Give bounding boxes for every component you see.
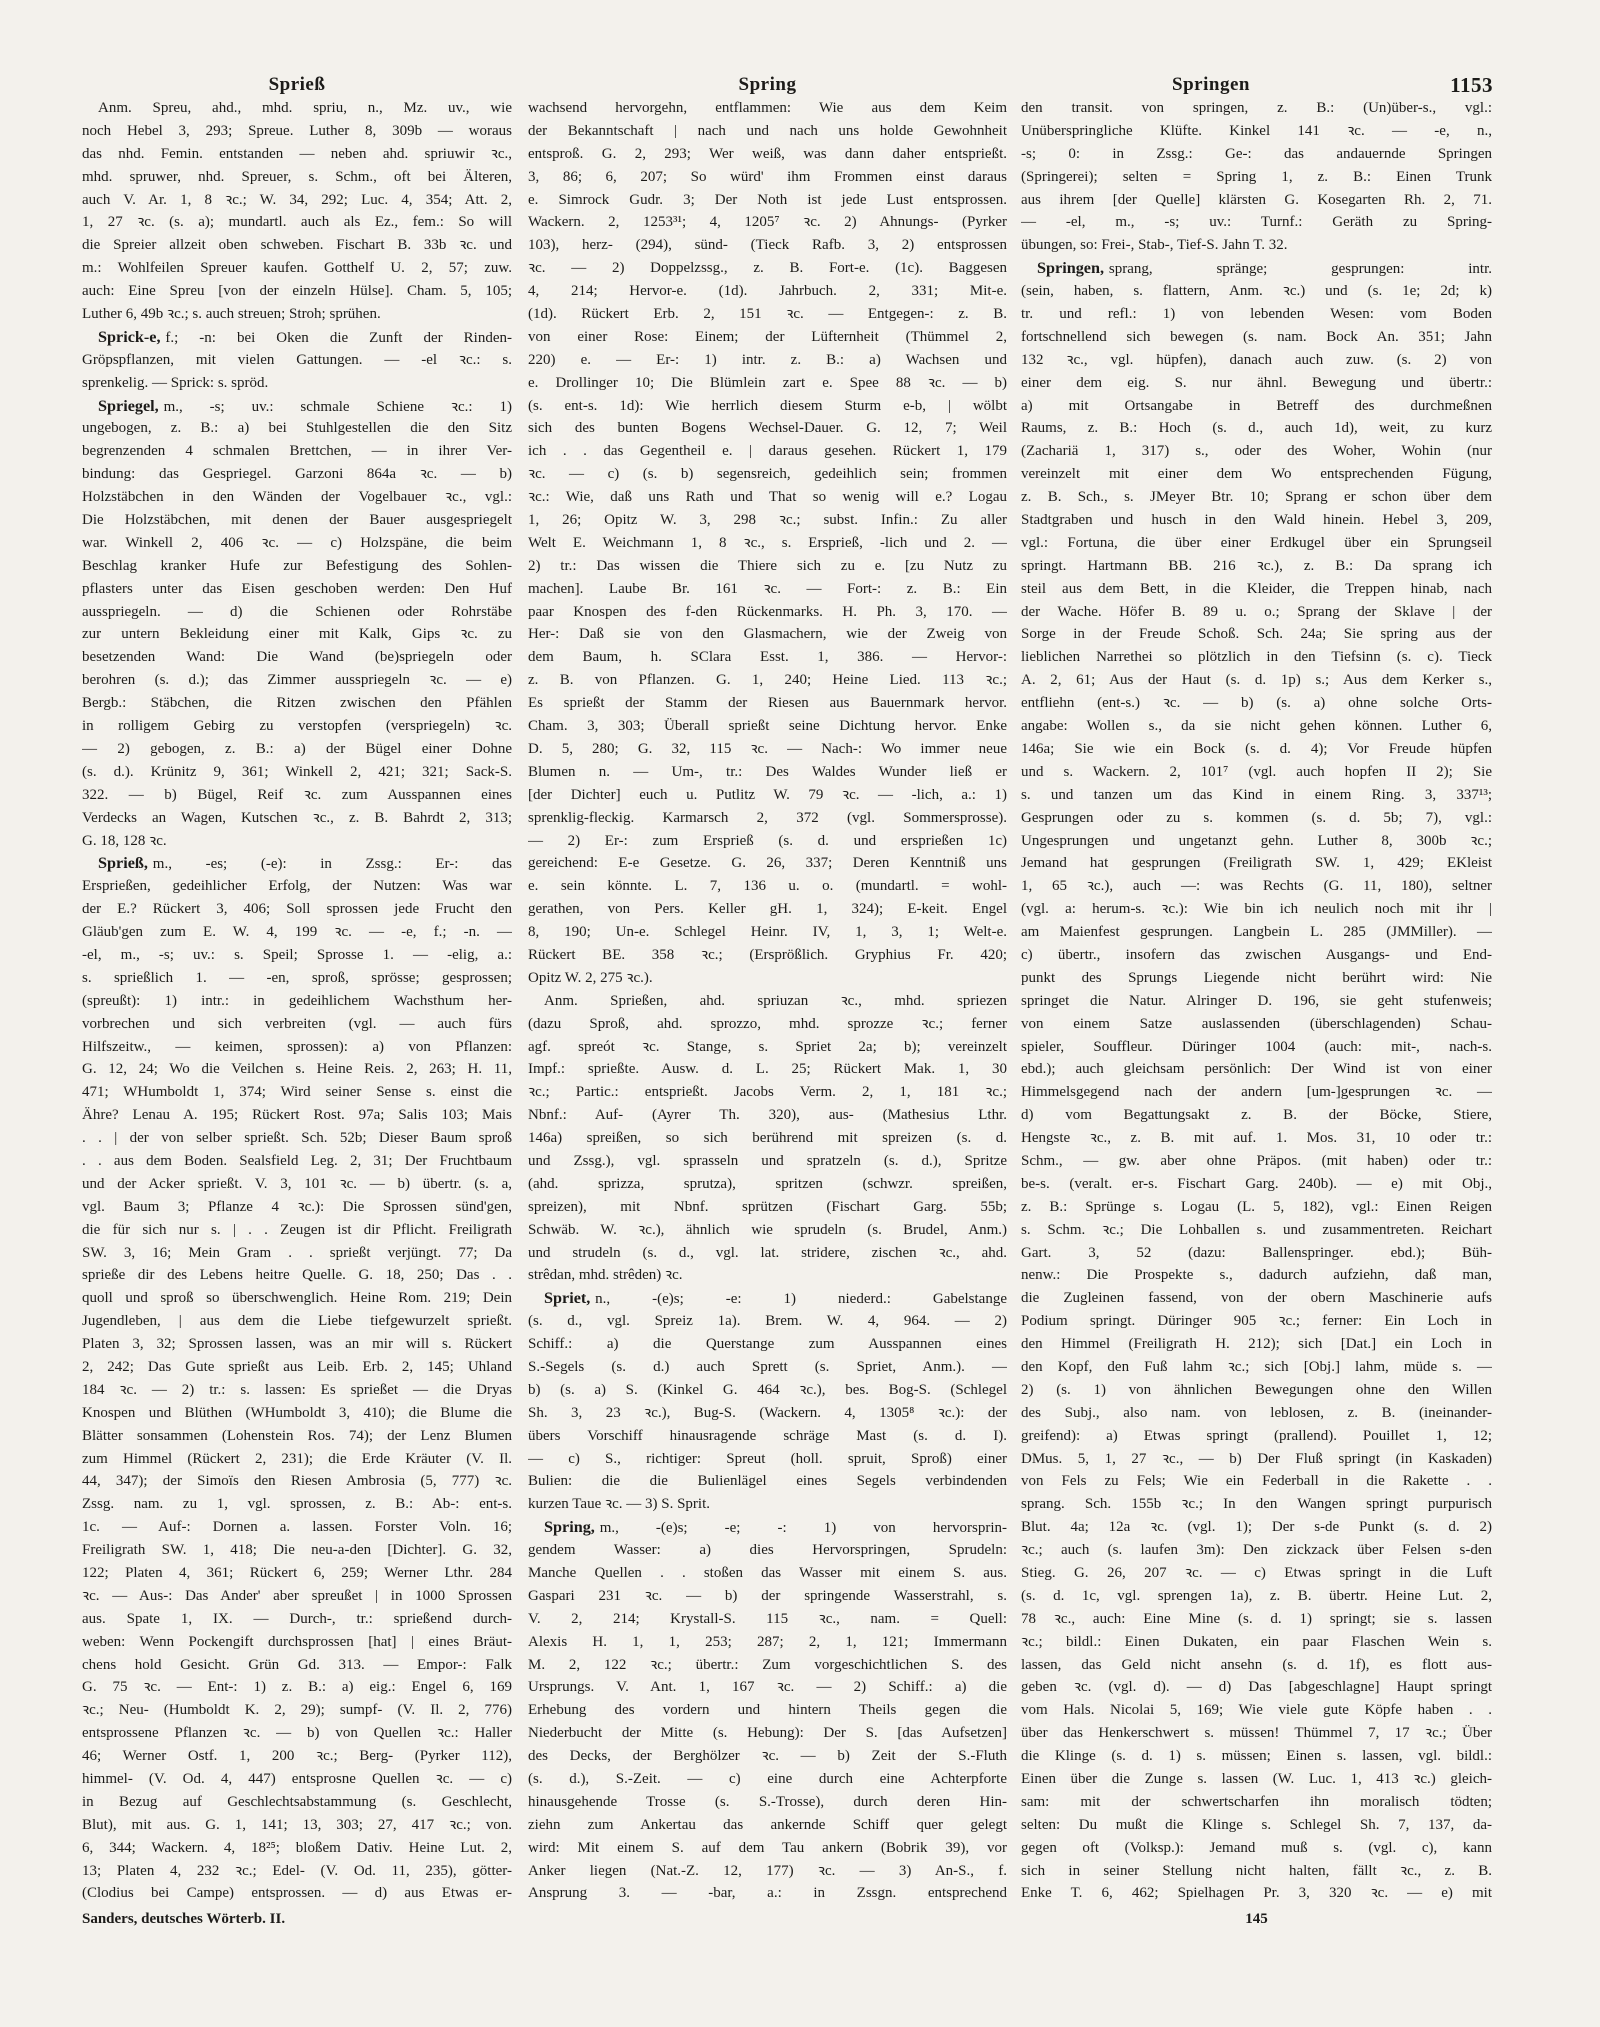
text-line: e. Drollinger 10; Die Blümlein zart e. Spee 88 ꝛc. — b) — [528, 374, 1007, 391]
text-line: Wackern. 2, 1253³¹; 4, 1205⁷ ꝛc. 2) Ahnungs- (Pyrker — [528, 214, 1007, 231]
text-line: s. sprießlich 1. — -en, sproß, sprösse; gesprossen; — [82, 969, 512, 986]
text-line: Jemand hat gesprungen (Freiligrath SW. 1, 429; EKleist — [1021, 855, 1492, 872]
text-line: strêdan, mhd. strêden) ꝛc. — [528, 1267, 683, 1284]
text-line: Zssg. nam. zu 1, vgl. sprossen, z. B.: Ab-: ent-s. — [82, 1496, 512, 1513]
text-line: -s; 0: in Zssg.: Ge-: das andauernde Springen — [1021, 145, 1492, 162]
dictionary-entry — [528, 1287, 1007, 1516]
text-line: Ersprießen, gedeihlicher Erfolg, der Nutzen: Was war — [82, 878, 512, 895]
text-line: begrenzenden 4 schmalen Brettchen, — in ihrer Ver- — [82, 443, 512, 460]
text-line: Gaspari 231 ꝛc. — b) der springende Wasserstrahl, s. — [528, 1587, 1007, 1604]
text-line: 2, 242; Das Gute sprießt aus Leib. Erb. 2, 145; Uhland — [82, 1358, 512, 1375]
text-line: sprieße dir des Lebens heitre Quelle. G. 18, 250; Das . . — [82, 1267, 512, 1284]
text-line: entsprossene Pflanzen ꝛc. — b) von Quellen ꝛc.: Haller — [82, 1725, 512, 1742]
text-line: 1, 65 ꝛc.), auch —: was Rechts (G. 11, 180), seltner — [1021, 878, 1492, 895]
text-line: auch: Eine Spreu [von der einzeln Hülse]. Cham. 5, 105; — [82, 283, 512, 300]
text-line: z. B. Sch., s. JMeyer Btr. 10; Sprang er schon über dem — [1021, 489, 1492, 506]
text-line — [82, 326, 512, 349]
headword: Spring, — [544, 1518, 595, 1537]
text-line: mhd. spruwer, nhd. Spreuer, s. Schm., oft bei Älteren, — [82, 168, 512, 185]
text-line: von einem Satze auslassenden (überschlagenden) Schau- — [1021, 1015, 1492, 1032]
text-line: (dazu Sproß, ahd. sprozzo, mhd. sprozze ꝛc.; ferner — [528, 1015, 1007, 1032]
text-line: (s. ent-s. 1d): Wie herrlich diesem Sturm e-b, | wölbt — [528, 397, 1007, 414]
text-line: ausspriegeln. — d) die Schienen oder Rohrstäbe — [82, 603, 512, 620]
text-line: Hilfszeitw., — keimen, sprossen): a) von Pflanzen: — [82, 1038, 512, 1055]
text-line: Unüberspringliche Klüfte. Kinkel 141 ꝛc. — -e, n., — [1021, 122, 1492, 139]
text-line: 6, 344; Wackern. 4, 18²⁵; bloßem Dativ. Heine Lut. 2, — [82, 1839, 512, 1856]
text-line: des Subj., also nam. von leblosen, z. B. (ineinander- — [1021, 1404, 1492, 1421]
text-line: spreizen), mit Nbnf. sprützen (Fischart Garg. 55b; — [528, 1198, 1007, 1215]
text-line: Himmelsgegend nach der andern [um-]gesprungen ꝛc. — — [1021, 1084, 1492, 1101]
text-line: am Maienfest gesprungen. Langbein L. 285 (JMMiller). — — [1021, 924, 1492, 941]
text-line: und strudeln (s. d., vgl. lat. stridere, zischen ꝛc., ahd. — [528, 1244, 1007, 1261]
text-line: z. B.: Sprünge s. Logau (L. 5, 182), vgl.: Einen Reigen — [1021, 1198, 1492, 1215]
text-line: Holzstäbchen in den Wänden der Vogelbauer ꝛc., vgl.: — [82, 489, 512, 506]
text-line: springt. Hartmann BB. 216 ꝛc.), z. B.: Da sprang ich — [1021, 557, 1492, 574]
text-line: Verdecks an Wagen, Kutschen ꝛc., z. B. Bahrdt 2, 313; — [82, 809, 512, 826]
text-line: Blätter sonsammen (Lohenstein Ros. 74); der Lenz Blumen — [82, 1427, 512, 1444]
text-line: 4, 214; Hervor-e. (1d). Jahrbuch. 2, 331; Mit-e. — [528, 283, 1007, 300]
text-line: sprang. Sch. 155b ꝛc.; In den Wangen springt purpurisch — [1021, 1496, 1492, 1513]
text-line: . . | der von selber sprießt. Sch. 52b; Dieser Baum sproß — [82, 1130, 512, 1147]
text-line: m.: Wohlfeilen Spreuer kaufen. Gotthelf U. 2, 57; zuw. — [82, 260, 512, 277]
text-line: 146a; Sie wie ein Bock (s. d. 4); Vor Freude hüpfen — [1021, 740, 1492, 757]
text-line: Einen über die Zunge s. lassen (W. Luc. 1, 413 ꝛc.) gleich- — [1021, 1771, 1492, 1788]
text-line: (Springerei); selten = Spring 1, z. B.: Einen Trunk — [1021, 168, 1492, 185]
text-line: in Bezug auf Geschlechtsabstammung (s. Geschlecht, — [82, 1793, 512, 1810]
text-line: 78 ꝛc., auch: Eine Mine (s. d. 1) springt; sie s. lassen — [1021, 1610, 1492, 1627]
text-line: ꝛc. — 2) Doppelzssg., z. B. Fort-e. (1c). Baggesen — [528, 260, 1007, 277]
text-line: Gesprungen oder zu s. kommen (s. d. 5b; 7), vgl.: — [1021, 809, 1492, 826]
text-line: Die Holzstäbchen, mit denen der Bauer ausgespriegelt — [82, 512, 512, 529]
text-line: Impf.: sprießte. Ausw. d. L. 25; Rückert Mak. 1, 30 — [528, 1061, 1007, 1078]
dictionary-entry — [528, 1516, 1007, 1905]
headword: Spriegel, — [98, 396, 159, 415]
printer-signature: Sanders, deutsches Wörterb. II. — [82, 1911, 286, 1927]
text-line: ꝛc.; Partic.: entsprießt. Jacobs Verm. 2, 1, 181 ꝛc.; — [528, 1084, 1007, 1101]
text-line: tr. und refl.: 1) von lebenden Wesen: vom Boden — [1021, 306, 1492, 323]
text-line: spieler, Souffleur. Düringer 1004 (auch: mit-, nach-s. — [1021, 1038, 1492, 1055]
text-line: übers Vorschiff hinausragende schräge Mast (s. d. I). — [528, 1427, 1007, 1444]
text-line: Cham. 3, 303; Überall sprießt seine Dichtung hervor. Enke — [528, 718, 1007, 735]
text-line: Manche Quellen . . stoßen das Wasser mit einem S. aus. — [528, 1565, 1007, 1581]
text-line: (ahd. sprizza, sprutza), spritzen (schwzr. spreißen, — [528, 1175, 1007, 1192]
text-line: Schm., — gw. aber ohne Präpos. (mit haben) oder tr.: — [1021, 1152, 1492, 1169]
text-line: . . aus dem Boden. Sealsfield Leg. 2, 31; Der Fruchtbaum — [82, 1152, 512, 1169]
text-line: Beschlag kranker Hufe zur Befestigung des Sohlen- — [82, 557, 512, 574]
text-line: ꝛc.; Neu- (Humboldt K. 2, 29); sumpf- (V. Il. 2, 776) — [82, 1702, 512, 1719]
running-head-center: Spring — [738, 74, 797, 95]
text-line: die Spreier allzeit oben schweben. Fischart B. 33b ꝛc. und — [82, 237, 512, 254]
text-line: berohren (s. d.); das Zimmer ausspriegeln ꝛc. — e) — [82, 672, 512, 689]
text-line: vgl. Baum 3; Pflanze 4 ꝛc.): Die Sprossen sünd'gen, — [82, 1198, 512, 1215]
page-number: 1153 — [1450, 73, 1493, 97]
text-line: der E.? Rückert 3, 406; Soll sprossen jede Frucht den — [82, 901, 512, 918]
dictionary-entry — [528, 97, 1007, 990]
text-line: (spreußt): 1) intr.: in gedeihlichem Wachsthum her- — [82, 992, 512, 1009]
text-line: s. Schm. ꝛc.; Die Lohballen s. und zusammentreten. Reichart — [1021, 1221, 1492, 1238]
text-line: Stieg. G. 26, 207 ꝛc. — c) Etwas springt in die Luft — [1021, 1565, 1492, 1581]
headword: Sprick-e, — [98, 327, 161, 346]
text-line: — 2) Er-: zum Ersprieß (s. d. und ersprießen 1c) — [528, 832, 1007, 849]
headword: Sprieß, — [98, 854, 148, 873]
text-line: Luther 6, 49b ꝛc.; s. auch streuen; Stroh; sprühen. — [82, 306, 381, 323]
text-line: gerathen, von Pers. Keller gH. 1, 324); E-keit. Engel — [528, 901, 1007, 918]
text-line: ꝛc. — c) (s. b) segensreich, gedeihlich sein; frommen — [528, 466, 1007, 483]
text-line: 322. — b) Bügel, Reif ꝛc. zum Ausspannen eines — [82, 786, 512, 803]
text-line: springet die Natur. Alringer D. 196, sie geht stufenweis; — [1021, 992, 1492, 1009]
text-line: Podium springt. Düringer 905 ꝛc.; ferner: Ein Loch in — [1021, 1313, 1492, 1330]
text-line: z. B. von Pflanzen. G. 1, 240; Heine Lied. 113 ꝛc.; — [528, 672, 1007, 689]
text-line: 1c. — Auf-: Dornen a. lassen. Forster Voln. 16; — [82, 1519, 512, 1536]
text-line: 2) tr.: Das wissen die Thiere sich zu e. [zu Nutz zu — [528, 557, 1007, 574]
text-line: ziehn zum Ankertau das ankernde Schiff quer gelegt — [528, 1816, 1007, 1833]
text-line: sam: mit der schwertscharfen ihn moralisch tödten; — [1021, 1793, 1492, 1810]
running-head-left: Sprieß — [268, 74, 326, 95]
text-line: gendem Wasser: a) dies Hervorspringen, Sprudeln: — [528, 1542, 1007, 1559]
text-line: 471; WHumboldt 1, 374; Wird seiner Sense s. einst die — [82, 1084, 512, 1101]
text-line: Schiff.: a) die Querstange zum Ausspannen eines — [528, 1336, 1007, 1353]
text-line: Niederbucht der Mitte (s. Hebung): Der S. [das Aufsetzen] — [528, 1725, 1007, 1742]
text-line: Opitz W. 2, 275 ꝛc.). — [528, 969, 653, 986]
headword: Springen, — [1037, 259, 1105, 278]
text-line: e. sein könnte. L. 7, 136 u. o. (mundartl. = wohl- — [528, 878, 1007, 895]
text-line: (Zachariä 1, 317) s., oder des Woher, Wohin (nur — [1021, 443, 1492, 460]
text-line — [82, 395, 512, 418]
text-line: Raums, z. B.: Hoch (s. d., auch 1d), weit, zu kurz — [1021, 420, 1492, 437]
text-line: punkt des Sprungs Liegende nicht berührt wird: Nie — [1021, 969, 1492, 986]
text-line: über das Henkerschwert s. müssen! Thümmel 7, 17 ꝛc.; Über — [1021, 1725, 1492, 1742]
text-line: angabe: Wollen s., da sie nicht gehen können. Luther 6, — [1021, 718, 1492, 735]
text-line: Knospen und Blüthen (WHumboldt 3, 410); die Blume die — [82, 1404, 512, 1421]
text-line: auch V. Ar. 1, 8 ꝛc.; W. 34, 292; Luc. 4, 354; Att. 2, — [82, 191, 512, 208]
text-line: Ansprung 3. — -bar, a.: in Zssgn. entsprechend — [528, 1885, 1007, 1902]
sheet-number: 145 — [1245, 1911, 1268, 1927]
text-line: vgl.: Fortuna, die über einer Erdkugel über ein Sprungseil — [1021, 534, 1492, 551]
text-line: den transit. von springen, z. B.: (Un)über-s., vgl.: — [1021, 100, 1492, 116]
text-line: 1, 26; Opitz W. 3, 298 ꝛc.; subst. Infin.: Zu aller — [528, 512, 1007, 529]
text-line: — 2) gebogen, z. B.: a) der Bügel einer Dohne — [82, 740, 512, 757]
text-line: entsproß. G. 2, 293; Wer weiß, was dann daher entsprießt. — [528, 145, 1007, 162]
text-line: und s. Wackern. 2, 101⁷ (vgl. auch hopfen II 2); Sie — [1021, 763, 1492, 780]
text-line: Blut. 4a; 12a ꝛc. (vgl. 1); Der s-de Punkt (s. d. 2) — [1021, 1519, 1492, 1536]
text-line: Ungesprungen und ungetanzt gehn. Luther 8, 300b ꝛc.; — [1021, 832, 1492, 849]
text-line: in rolligem Gebirg zu verstopfen (verspriegeln) ꝛc. — [82, 718, 512, 735]
text-line: Freiligrath SW. 1, 418; Die neu-a-den [Dichter]. G. 32, — [82, 1542, 512, 1559]
text-line: 44, 347); der Simoïs den Riesen Ambrosia (5, 777) ꝛc. — [82, 1473, 512, 1490]
text-line: D. 5, 280; G. 32, 115 ꝛc. — Nach-: Wo immer neue — [528, 740, 1007, 757]
text-line: kurzen Taue ꝛc. — 3) S. Sprit. — [528, 1496, 710, 1513]
text-line: Ähre? Lenau A. 195; Rückert Rost. 97a; Salis 103; Mais — [82, 1107, 512, 1124]
text-line: d) vom Begattungsakt z. B. der Böcke, Stiere, — [1021, 1107, 1492, 1124]
text-line: V. 2, 214; Krystall-S. 115 ꝛc., nam. = Quell: — [528, 1610, 1007, 1627]
entry-text: n., -(e)s; -e: 1) niederd.: Gabelstange — [595, 1291, 1007, 1308]
text-line: dem Baum, h. SClara Esst. 1, 386. — Hervor-: — [528, 649, 1007, 666]
text-line: von einer Rose: Einem; der Lüfternheit (Thümmel 2, — [528, 328, 1007, 345]
text-line: 184 ꝛc. — 2) tr.: s. lassen: Es sprießet — die Dryas — [82, 1381, 512, 1398]
text-line: die für sich nur s. | . . Zeugen ist dir Pflicht. Freiligrath — [82, 1221, 512, 1238]
text-line: noch Hebel 3, 293; Spreue. Luther 8, 309b — woraus — [82, 122, 512, 139]
text-line: — -el, m., -s; uv.: Turnf.: Geräth zu Spring- — [1021, 214, 1492, 231]
text-line: 1, 27 ꝛc. (s. a); mundartl. auch als Ez., fem.: So will — [82, 214, 512, 231]
text-line: 8, 190; Un-e. Schlegel Heinr. IV, 1, 3, 1; Welt-e. — [528, 924, 1007, 941]
text-line: sich des bunten Bogens Wechsel-Dauer. G. 12, 7; Weil — [528, 420, 1007, 437]
text-line: paar Knospen des f-den Rückenmarks. H. Ph. 3, 170. — — [528, 603, 1007, 620]
running-head-right: Springen — [1172, 74, 1250, 95]
text-line: S.-Segels (s. d.) auch Sprett (s. Spriet, Anm.). — — [528, 1358, 1007, 1375]
dictionary-entry — [82, 97, 512, 326]
text-line: ꝛc.; auch (s. laufen 3m): Den zickzack über Felsen s-den — [1021, 1542, 1492, 1559]
text-line: wird: Mit einem S. auf dem Tau ankern (Bobrik 39), vor — [528, 1839, 1007, 1856]
text-line: chens hold Gesicht. Grün Gd. 313. — Empor-: Falk — [82, 1656, 512, 1673]
text-line: 146a) spreißen, so sich berührend mit spreizen (s. d. — [528, 1130, 1007, 1147]
text-line: Nbnf.: Auf- (Ayrer Th. 320), aus- (Mathesius Lthr. — [528, 1107, 1007, 1124]
text-line: Her-: Daß sie von den Glasmachern, wie der Zweig von — [528, 626, 1007, 643]
text-line: G. 75 ꝛc. — Ent-: 1) z. B.: a) eig.: Engel 6, 169 — [82, 1679, 512, 1696]
text-line: zur untern Bekleidung einer mit Kalk, Gips ꝛc. zu — [82, 626, 512, 643]
text-line: weben: Wenn Pockengift durchsprossen [hat] | eines Bräut- — [82, 1633, 512, 1650]
text-line: c) übertr., insofern das zwischen Ausgangs- und End- — [1021, 946, 1492, 963]
text-line: be-s. (veralt. er-s. Fischart Garg. 240b). — e) mit Obj., — [1021, 1175, 1492, 1192]
text-line: machen]. Laube Br. 161 ꝛc. — Fort-: z. B.: Ein — [528, 580, 1007, 597]
text-line: die Zugleinen fassend, von der obern Maschinerie aufs — [1021, 1290, 1492, 1307]
entry-text: m., -es; (-e): in Zssg.: Er-: das — [152, 856, 512, 873]
entry-text: f.; -n: bei Oken die Zunft der Rinden- — [165, 329, 512, 346]
text-line: Anker liegen (Nat.-Z. 12, 177) ꝛc. — 3) An-S., f. — [528, 1862, 1007, 1879]
text-line — [1021, 257, 1492, 280]
text-line: lieblichen Narrethei so plötzlich in den Tiefsinn (s. c). Tieck — [1021, 649, 1492, 666]
text-column-left — [82, 97, 512, 1905]
text-line: 3, 86; 6, 207; So würd' ihm Frommen einst daraus — [528, 168, 1007, 185]
text-line: Sorge in der Freude Schoß. Sch. 24a; Sie spring aus der — [1021, 626, 1492, 643]
text-line: 103), herz- (294), sünd- (Tieck Rafb. 3, 2) entsprossen — [528, 237, 1007, 254]
dictionary-entry — [82, 326, 512, 395]
text-line: ꝛc.: Wie, daß uns Rath und That so wenig will e.? Logau — [528, 489, 1007, 506]
text-line: Ursprungs. V. Ant. 1, 167 ꝛc. — 2) Schiff.: a) die — [528, 1679, 1007, 1696]
text-line: gereichend: E-e Gesetze. G. 26, 337; Deren Kenntniß uns — [528, 855, 1007, 872]
text-line: wachsend hervorgehn, entflammen: Wie aus dem Keim — [528, 100, 1007, 116]
text-line: der Bekanntschaft | nach und nach uns holde Gewohnheit — [528, 122, 1007, 139]
text-line: den Himmel (Freiligrath H. 212); sich [Dat.] ein Loch in — [1021, 1336, 1492, 1353]
text-line: war. Winkell 2, 406 ꝛc. — c) Holzspäne, die beim — [82, 534, 512, 551]
text-line: 220) e. — Er-: 1) intr. z. B.: a) Wachsen und — [528, 351, 1007, 368]
text-line: Anm. Spreu, ahd., mhd. spriu, n., Mz. uv., wie — [98, 100, 512, 116]
text-line: Bulien: die die Bulienlägel eines Segels verbindenden — [528, 1473, 1007, 1490]
text-line: M. 2, 122 ꝛc.; übertr.: Zum vorgeschichtlichen S. des — [528, 1656, 1007, 1673]
dictionary-entry — [528, 990, 1007, 1288]
text-line — [528, 1516, 1007, 1539]
text-line: hinausgehende Trosse (s. S.-Trosse), durch deren Hin- — [528, 1793, 1007, 1810]
text-line: ungebogen, z. B.: a) bei Stuhlgestellen die den Sitz — [82, 420, 512, 437]
dictionary-entry — [82, 395, 512, 853]
text-line: [der Dichter] euch u. Putlitz W. 79 ꝛc. — -lich, a.: 1) — [528, 786, 1007, 803]
text-column-middle — [528, 97, 1007, 1905]
text-line: aus. Spate 1, IX. — Durch-, tr.: sprießend durch- — [82, 1610, 512, 1627]
text-line: Blut), mit aus. G. 1, 141; 13, 303; 27, 417 ꝛc.; von. — [82, 1816, 512, 1833]
text-line: fortschnellend sich bewegen (s. nam. Bock An. 351; Jahn — [1021, 328, 1492, 345]
text-line: gegen oft (Volksp.): Jemand muß s. (vgl. c), kann — [1021, 1839, 1492, 1856]
text-line: das nhd. Femin. entstanden — neben ahd. spriuwir ꝛc., — [82, 145, 512, 162]
text-line: Hengste ꝛc., z. B. mit auf. 1. Mos. 31, 10 oder tr.: — [1021, 1130, 1492, 1147]
text-line: Gart. 3, 52 (dazu: Ballenspringer. ebd.); Büh- — [1021, 1244, 1492, 1261]
text-line: (s. d., vgl. Spreiz 1a). Brem. W. 4, 964. — 2) — [528, 1313, 1007, 1330]
text-line: zum Himmel (Rückert 2, 231); die Erde Kräuter (V. Il. — [82, 1450, 512, 1467]
dictionary-entry — [1021, 257, 1492, 1905]
entry-text: m., -s; uv.: schmale Schiene ꝛc.: 1) — [163, 398, 512, 415]
text-line: agf. spreót ꝛc. Stange, s. Spriet 2a; b); vereinzelt — [528, 1038, 1007, 1055]
text-line: (sein, haben, s. flattern, Anm. ꝛc.) und (s. 1e; 2d; k) — [1021, 283, 1492, 300]
text-line: die Klinge (s. d. 1) s. müssen; Einen s. lassen, vgl. bildl.: — [1021, 1748, 1492, 1765]
text-line: ꝛc.; bildl.: Einen Dukaten, ein paar Flaschen Wein s. — [1021, 1633, 1492, 1650]
text-line: e. Simrock Gudr. 3; Der Noth ist jede Lust entsprossen. — [528, 191, 1007, 208]
dictionary-entry — [82, 852, 512, 1905]
text-line: und der Acker sprießt. V. 3, 101 ꝛc. — b) übertr. (s. a, — [82, 1175, 512, 1192]
text-line: 122; Platen 4, 361; Rückert 6, 259; Werner Lthr. 284 — [82, 1565, 512, 1581]
text-line: der Wache. Höfer B. 89 u. o.; Sprang der Sklave | der — [1021, 603, 1492, 620]
text-line: 46; Werner Ostf. 1, 200 ꝛc.; Berg- (Pyrker 112), — [82, 1748, 512, 1765]
headword: Spriet, — [544, 1289, 591, 1308]
text-line — [82, 852, 512, 875]
text-line: einer dem eig. S. nur ähnl. Bewegung und übertr.: — [1021, 374, 1492, 391]
text-line: sprenklig-fleckig. Karmarsch 2, 372 (vgl. Sommersprosse). — [528, 809, 1007, 826]
text-line: Bergb.: Stäbchen, die Ritzen zwischen den Pfählen — [82, 695, 512, 712]
text-line: Enke T. 6, 462; Spielhagen Pr. 3, 320 ꝛc. — e) mit — [1021, 1885, 1492, 1902]
text-line: G. 12, 24; Wo die Veilchen s. Heine Reis. 2, 263; H. 11, — [82, 1061, 512, 1078]
text-line: steil aus dem Bett, in die Kleider, die Treppen hinab, nach — [1021, 580, 1492, 597]
text-column-right — [1021, 97, 1492, 1905]
text-line: des Decks, der Berghölzer ꝛc. — b) Zeit der S.-Fluth — [528, 1748, 1007, 1765]
text-line: (vgl. a: herum-s. ꝛc.): Wie bin ich neulich noch mit ihr | — [1021, 901, 1492, 918]
text-line: ebd.); auch gleichsam persönlich: Der Wind ist von einer — [1021, 1061, 1492, 1078]
text-line: und Zssg.), vgl. sprasseln und spratzeln (s. d.), Spritze — [528, 1152, 1007, 1169]
text-line: besetzenden Wand: Die Wand (be)spriegeln oder — [82, 649, 512, 666]
text-line: A. 2, 61; Aus der Haut (s. d. 1p) s.; Aus dem Kerker s., — [1021, 672, 1492, 689]
text-line: vorbrechen und sich verbreiten (vgl. — auch fürs — [82, 1015, 512, 1032]
text-line: 132 ꝛc., vgl. hüpfen), danach auch zuw. (s. 2) von — [1021, 351, 1492, 368]
text-line: (Clodius bei Campe) entsprossen. — d) aus Etwas er- — [82, 1885, 512, 1902]
text-line: 13; Platen 4, 232 ꝛc.; Edel- (V. Od. 11, 235), götter- — [82, 1862, 512, 1879]
text-line: SW. 3, 16; Mein Gram . . sprießt verjüngt. 77; Da — [82, 1244, 512, 1261]
text-line: (s. d.), S.-Zeit. — c) eine durch eine Achterpforte — [528, 1771, 1007, 1788]
text-line: Blumen n. — Um-, tr.: Des Waldes Wunder ließ er — [528, 763, 1007, 780]
text-line: Stadtgraben und husch in den Wald hinein. Hebel 3, 209, — [1021, 512, 1492, 529]
text-line: Erhebung des vordern und hintern Theils gegen die — [528, 1702, 1007, 1719]
text-line: Platen 3, 32; Sprossen lassen, was an mir will s. Rückert — [82, 1336, 512, 1353]
entry-text: m., -(e)s; -e; -: 1) von hervorsprin- — [599, 1520, 1007, 1537]
text-line: ich . . das Gegentheil e. | daraus gesehen. Rückert 1, 179 — [528, 443, 1007, 460]
text-line: nenw.: Die Prospekte s., dadurch aufziehn, daß man, — [1021, 1267, 1492, 1284]
text-line: vom Hals. Nicolai 5, 169; Wie viele gute Köpfe haben . . — [1021, 1702, 1492, 1719]
text-line: G. 18, 128 ꝛc. — [82, 832, 167, 849]
text-line: Schwäb. W. ꝛc.), ähnlich wie sprudeln (s. Brudel, Anm.) — [528, 1221, 1007, 1238]
entry-text: sprang, spränge; gesprungen: intr. — [1108, 261, 1492, 278]
text-line: Rückert BE. 358 ꝛc.; (Ersprößlich. Gryphius Fr. 420; — [528, 946, 1007, 963]
text-line: himmel- (V. Od. 4, 447) entsprosne Quellen ꝛc. — c) — [82, 1771, 512, 1788]
text-line: Gröpspflanzen, mit vielen Gattungen. — -el ꝛc.: s. — [82, 351, 512, 368]
text-line: DMus. 5, 1, 27 ꝛc., — b) Der Fluß springt (in Kaskaden) — [1021, 1450, 1492, 1467]
text-line: übungen, so: Frei-, Stab-, Tief-S. Jahn T. 32. — [1021, 237, 1288, 254]
dictionary-entry — [1021, 97, 1492, 257]
text-line: geben ꝛc. (vgl. d). — d) Das [abgeschlagne] Haupt springt — [1021, 1679, 1492, 1696]
text-line: — c) S., richtiger: Spreut (holl. spruit, Sproß) einer — [528, 1450, 1007, 1467]
text-line: sprenkelig. — Sprick: s. spröd. — [82, 374, 269, 391]
text-line: 2) (s. 1) von ähnlichen Bewegungen ohne den Willen — [1021, 1381, 1492, 1398]
text-line: ꝛc. — Aus-: Das Ander' aber spreußet | in 1000 Sprossen — [82, 1587, 512, 1604]
text-line: von Fels zu Fels; Wie ein Federball in die Rakette . . — [1021, 1473, 1492, 1490]
text-line: Gläub'gen zum E. W. 4, 199 ꝛc. — -e, f.; -n. — — [82, 924, 512, 941]
text-line: entfliehn (ent-s.) ꝛc. — b) (s. a) ohne solche Orts- — [1021, 695, 1492, 712]
text-line: Jugendleben, | aus dem die Liebe tiefgewurzelt sprießt. — [82, 1313, 512, 1330]
text-line: Anm. Sprießen, ahd. spriuzan ꝛc., mhd. spriezen — [544, 992, 1007, 1009]
text-line: b) (s. a) S. (Kinkel G. 464 ꝛc.), bes. Bog-S. (Schlegel — [528, 1381, 1007, 1398]
text-line: lassen, das Geld nicht ansehn (s. d. 1f), es flott aus- — [1021, 1656, 1492, 1673]
text-line — [528, 1287, 1007, 1310]
text-line: bindung: das Gespriegel. Garzoni 864a ꝛc. — b) — [82, 466, 512, 483]
text-line: a) mit Ortsangabe in Betreff des durchmeßnen — [1021, 397, 1492, 414]
text-line: s. und tanzen um das Kind in einem Ring. 3, 337¹³; — [1021, 786, 1492, 803]
text-line: (s. d.). Krünitz 9, 361; Winkell 2, 421; 321; Sack-S. — [82, 763, 512, 780]
text-line: Alexis H. 1, 1, 253; 287; 2, 1, 121; Immermann — [528, 1633, 1007, 1650]
text-line: quoll und sproß so überschwenglich. Heine Rom. 219; Dein — [82, 1290, 512, 1307]
text-line: aus ihrem [der Quelle] klärsten G. Kosegarten Rh. 2, 71. — [1021, 191, 1492, 208]
text-line: Es sprießt der Stamm der Riesen aus Bauernmark hervor. — [528, 695, 1007, 712]
text-line: -el, m., -s; uv.: s. Speil; Sprosse 1. — -elig, a.: — [82, 946, 512, 963]
text-line: greifend): a) Etwas springt (prallend). Pouillet 1, 12; — [1021, 1427, 1492, 1444]
text-line: (1d). Rückert Erb. 2, 151 ꝛc. — Entgegen-: z. B. — [528, 306, 1007, 323]
text-line: selten: Du mußt die Klinge s. Schlegel Sh. 7, 137, da- — [1021, 1816, 1492, 1833]
text-line: pflasters unter das Eisen geschoben werden: Den Huf — [82, 580, 512, 597]
text-line: vereinzelt mit einer dem Wo entsprechenden Fügung, — [1021, 466, 1492, 483]
text-line: Welt E. Weichmann 1, 8 ꝛc., s. Ersprieß, -lich und 2. — — [528, 534, 1007, 551]
text-line: den Kopf, den Fuß lahm ꝛc.; sich [Obj.] lahm, müde s. — — [1021, 1358, 1492, 1375]
text-line: (s. d. 1c, vgl. sprengen 1a), z. B. übertr. Heine Lut. 2, — [1021, 1587, 1492, 1604]
text-line: Sh. 3, 23 ꝛc.), Bug-S. (Wackern. 4, 1305⁸ ꝛc.): der — [528, 1404, 1007, 1421]
text-line: sich in seiner Stellung nicht halten, fällt ꝛc., z. B. — [1021, 1862, 1492, 1879]
